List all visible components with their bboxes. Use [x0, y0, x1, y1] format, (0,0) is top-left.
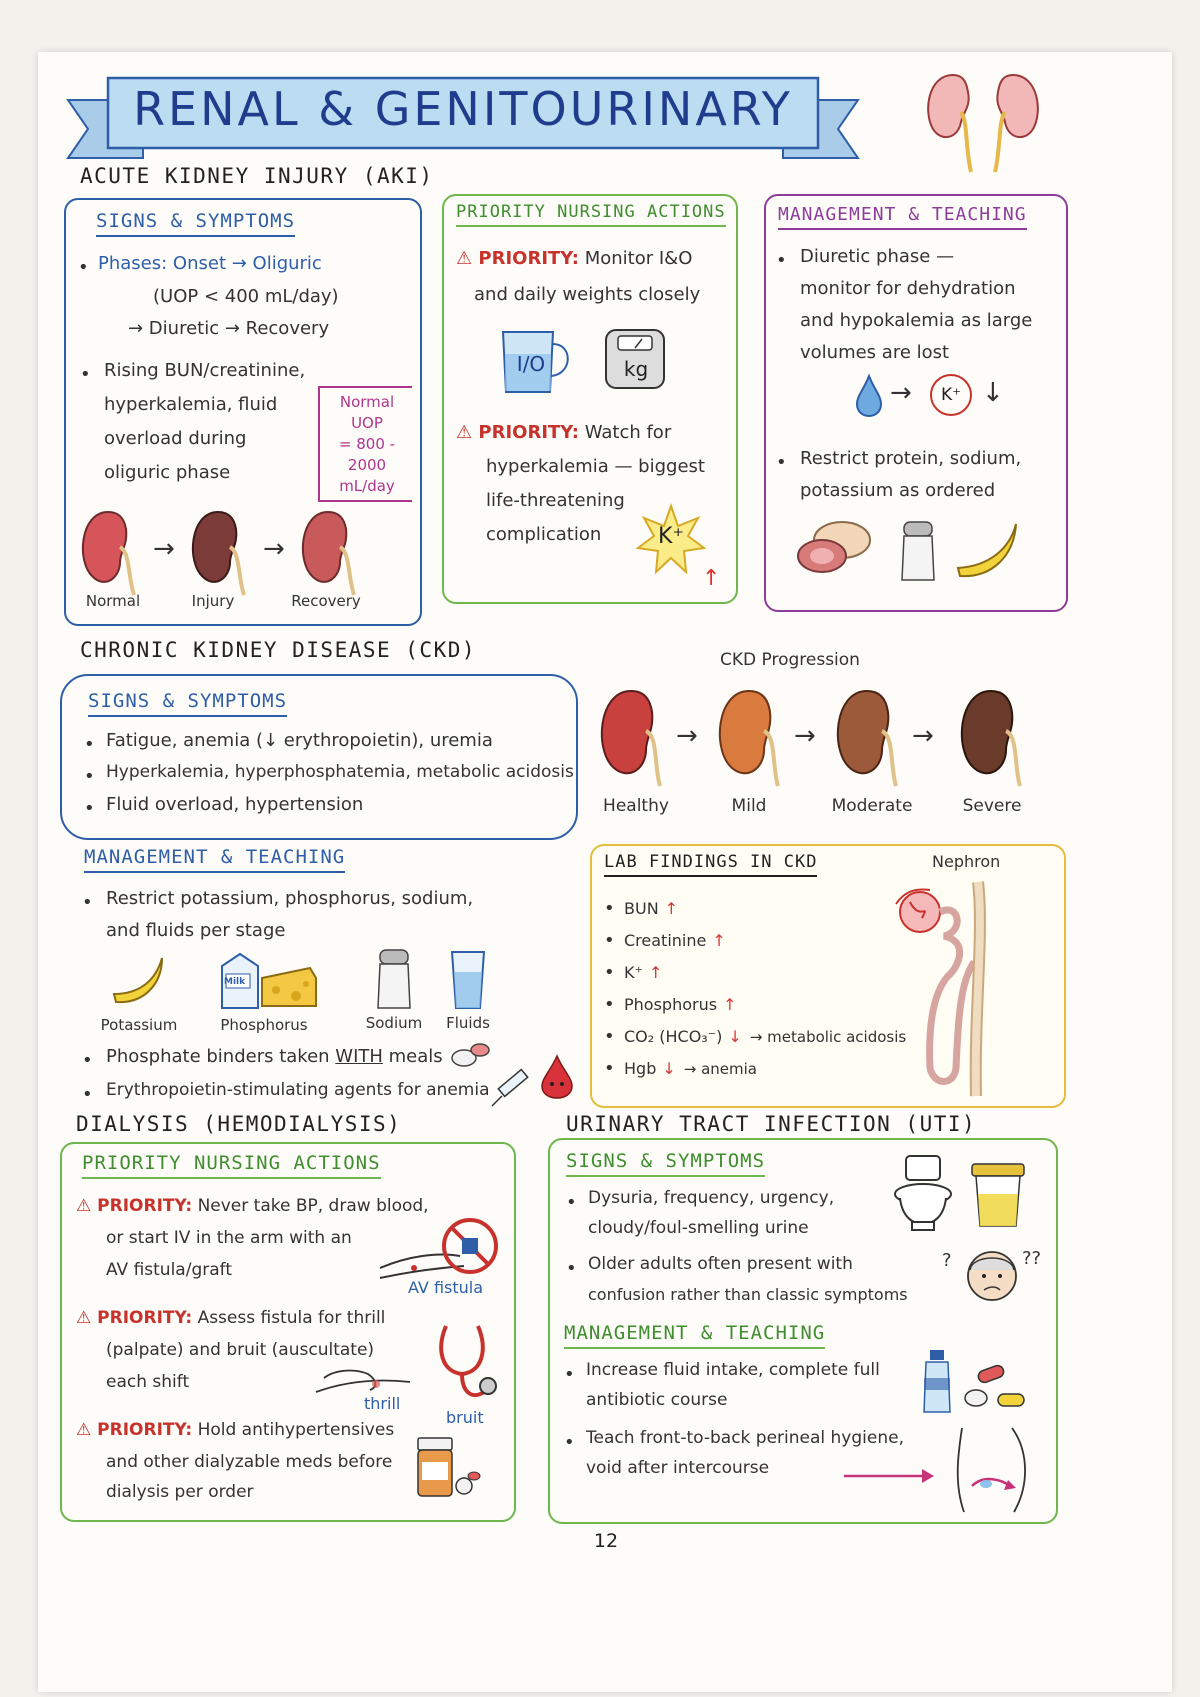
- bullet: •: [78, 257, 89, 278]
- lab-name: K⁺: [624, 963, 643, 982]
- healthy-kidney-icon: [602, 691, 660, 786]
- stage-label-moderate: Moderate: [831, 796, 913, 816]
- lab-item: [624, 990, 736, 1020]
- aki-priority-1-line2: and daily weights closely: [474, 284, 701, 305]
- kidney-label-normal: Normal: [85, 592, 141, 610]
- aki-mgmt-b1-line2: monitor for dehydration: [800, 278, 1016, 299]
- bullet: •: [564, 1364, 575, 1385]
- aki-priority-2-line2: hyperkalemia — biggest: [486, 456, 705, 477]
- normal-uop-line: = 800 -: [338, 435, 396, 453]
- binder-text-end: meals: [382, 1046, 443, 1067]
- ckd-mgmt-b3: Erythropoietin-stimulating agents for anemia: [106, 1080, 490, 1100]
- potassium-symbol: K⁺: [657, 524, 685, 549]
- warning-icon: ⚠: [76, 1196, 98, 1216]
- bruit-label: bruit: [446, 1408, 484, 1427]
- ckd-sign-3: Fluid overload, hypertension: [106, 794, 364, 815]
- dialysis-header: PRIORITY NURSING ACTIONS: [82, 1152, 381, 1179]
- priority-label: PRIORITY:: [478, 422, 579, 443]
- milk-label: Milk: [224, 977, 246, 987]
- lab-name: BUN: [624, 899, 659, 918]
- toilet-icon: [892, 1154, 954, 1232]
- svg-text:→: →: [794, 721, 816, 751]
- ckd-sign-2: Hyperkalemia, hyperphosphatemia, metabolic acidosis: [106, 762, 574, 782]
- svg-text:→: →: [153, 534, 175, 564]
- nephron-label: Nephron: [932, 852, 1001, 871]
- recovery-kidney-icon: [303, 512, 354, 595]
- priority-text: Hold antihypertensives: [197, 1420, 395, 1440]
- bullet: •: [80, 364, 91, 385]
- normal-uop-line: mL/day: [339, 477, 395, 495]
- ckd-management-header: MANAGEMENT & TEACHING: [84, 846, 345, 873]
- salt-shaker-icon: [898, 518, 938, 584]
- salt-shaker-icon: [374, 948, 414, 1012]
- lab-item: [624, 1054, 757, 1084]
- normal-kidney-icon: [83, 512, 134, 595]
- nephron-icon: [874, 872, 1024, 1096]
- arrow-right-icon: →: [890, 378, 912, 408]
- aki-management-header: MANAGEMENT & TEACHING: [778, 204, 1027, 230]
- confused-elder-icon: [942, 1240, 1042, 1312]
- priority-text: Assess fistula for thrill: [197, 1308, 386, 1328]
- dialysis-p3-line2: and other dialyzable meds before: [106, 1452, 393, 1472]
- normal-uop-line: UOP: [351, 414, 383, 432]
- uti-management-header: MANAGEMENT & TEACHING: [564, 1322, 825, 1349]
- injured-kidney-icon: [193, 512, 244, 595]
- ckd-sign-1: Fatigue, anemia (↓ erythropoietin), uremia: [106, 730, 493, 751]
- dialysis-section-title: DIALYSIS (HEMODIALYSIS): [76, 1112, 402, 1136]
- lab-item: [624, 1022, 906, 1052]
- priority-text: Monitor I&O: [584, 248, 693, 269]
- bullet: •: [604, 994, 615, 1015]
- dialysis-priority-1: [76, 1190, 429, 1223]
- lab-consequence: → anemia: [683, 1060, 757, 1078]
- cheese-icon: [260, 964, 318, 1008]
- uti-signs-b2-line2: confusion rather than classic symptoms: [588, 1285, 908, 1304]
- bullet: •: [776, 250, 787, 271]
- bullet: •: [84, 766, 95, 787]
- warning-icon: ⚠: [456, 248, 479, 269]
- stethoscope-icon: [432, 1322, 502, 1406]
- bullet: •: [566, 1192, 577, 1213]
- aki-mgmt-b1-line1: Diuretic phase —: [800, 246, 955, 267]
- urine-cup-icon: [970, 1162, 1026, 1228]
- perineal-hygiene-icon: [942, 1424, 1038, 1514]
- no-bp-arm-icon: [378, 1216, 502, 1284]
- ckd-mgmt-b2: [106, 1040, 443, 1073]
- kidneys-icon: [923, 67, 1043, 177]
- dialysis-p1-line2: or start IV in the arm with an: [106, 1228, 352, 1248]
- uti-signs-b1-line2: cloudy/foul-smelling urine: [588, 1218, 809, 1238]
- ckd-signs-header: SIGNS & SYMPTOMS: [88, 690, 287, 717]
- stage-label-severe: Severe: [962, 796, 1022, 816]
- uti-mgmt-b1-line1: Increase fluid intake, complete full: [586, 1360, 880, 1380]
- aki-phases-line2: (UOP < 400 mL/day): [153, 286, 339, 307]
- banana-icon: [952, 518, 1022, 582]
- cup-label: I/O: [516, 352, 546, 376]
- aki-rising-line3: overload during: [104, 428, 247, 449]
- priority-label: PRIORITY:: [97, 1420, 193, 1440]
- svg-text:?: ?: [942, 1250, 952, 1271]
- ckd-progression-kidneys: [596, 686, 1036, 790]
- uti-signs-b1-line1: Dysuria, frequency, urgency,: [588, 1188, 835, 1208]
- water-bottle-icon: [920, 1348, 954, 1414]
- priority-label: PRIORITY:: [97, 1196, 193, 1216]
- kidney-label-recovery: Recovery: [291, 592, 361, 610]
- normal-uop-line: 2000: [347, 456, 387, 474]
- lab-findings-header: LAB FINDINGS IN CKD: [604, 852, 817, 877]
- uti-mgmt-b2-line2: void after intercourse: [586, 1458, 770, 1478]
- aki-section-title: ACUTE KIDNEY INJURY (AKI): [80, 164, 434, 188]
- svg-text:→: →: [912, 721, 934, 751]
- priority-label: PRIORITY:: [478, 248, 579, 269]
- bullet: •: [604, 1058, 615, 1079]
- priority-label: PRIORITY:: [97, 1308, 193, 1328]
- svg-text:??: ??: [1022, 1248, 1042, 1269]
- page-title: RENAL & GENITOURINARY: [133, 82, 793, 136]
- down-arrow-icon: ↓: [728, 1027, 742, 1046]
- uti-signs-b2-line1: Older adults often present with: [588, 1254, 853, 1274]
- aki-priority-1: [456, 242, 692, 275]
- aki-mgmt-b2-line2: potassium as ordered: [800, 480, 996, 501]
- bullet: •: [776, 452, 787, 473]
- warning-icon: ⚠: [76, 1308, 98, 1328]
- lab-consequence: → metabolic acidosis: [749, 1028, 907, 1046]
- binder-emphasis: WITH: [335, 1046, 383, 1067]
- bullet: •: [82, 1084, 93, 1105]
- bullet: •: [566, 1258, 577, 1279]
- bullet: •: [604, 962, 615, 983]
- bullet: •: [84, 798, 95, 819]
- bullet: •: [84, 734, 95, 755]
- bullet: •: [604, 898, 615, 919]
- aki-rising-line1: Rising BUN/creatinine,: [104, 360, 306, 381]
- food-label-sodium: Sodium: [365, 1014, 423, 1032]
- dialysis-p2-line2: (palpate) and bruit (auscultate): [106, 1340, 375, 1360]
- lab-name: Phosphorus: [624, 995, 718, 1014]
- lab-name: CO₂ (HCO₃⁻): [624, 1027, 723, 1046]
- dialysis-priority-2: [76, 1302, 385, 1335]
- normal-uop-text: [322, 392, 412, 497]
- blood-drop-icon: [538, 1054, 576, 1100]
- bullet: •: [82, 1050, 93, 1071]
- stage-label-healthy: Healthy: [603, 796, 669, 816]
- uti-mgmt-b1-line2: antibiotic course: [586, 1390, 728, 1410]
- dialysis-priority-3: [76, 1414, 394, 1447]
- ckd-progression-title: CKD Progression: [720, 650, 860, 670]
- warning-icon: ⚠: [456, 422, 479, 443]
- binder-text: Phosphate binders taken: [106, 1046, 336, 1067]
- uti-signs-header: SIGNS & SYMPTOMS: [566, 1150, 765, 1177]
- mild-kidney-icon: [720, 691, 778, 786]
- aki-phases-line3: → Diuretic → Recovery: [128, 318, 330, 339]
- aki-mgmt-b1-line3: and hypokalemia as large: [800, 310, 1033, 331]
- pill-bottle-icon: [414, 1436, 482, 1500]
- up-arrow-icon: ↑: [702, 566, 721, 591]
- kidney-label-injury: Injury: [191, 592, 235, 610]
- priority-text: Watch for: [584, 422, 672, 443]
- water-drop-icon: [854, 374, 884, 418]
- svg-text:→: →: [676, 721, 698, 751]
- scale-label: kg: [623, 357, 649, 381]
- up-arrow-icon: ↑: [712, 931, 726, 950]
- front-to-back-arrow-icon: [842, 1466, 934, 1486]
- uti-mgmt-b2-line1: Teach front-to-back perineal hygiene,: [586, 1428, 904, 1448]
- up-arrow-icon: ↑: [648, 963, 663, 982]
- food-label-potassium: Potassium: [100, 1016, 178, 1034]
- lab-item: [624, 958, 662, 988]
- priority-text: Never take BP, draw blood,: [197, 1196, 429, 1216]
- ckd-section-title: CHRONIC KIDNEY DISEASE (CKD): [80, 638, 477, 662]
- bullet: •: [564, 1432, 575, 1453]
- dialysis-p2-line3: each shift: [106, 1372, 190, 1392]
- down-arrow-icon: ↓: [982, 378, 1004, 408]
- severe-kidney-icon: [962, 691, 1020, 786]
- aki-mgmt-b2-line1: Restrict protein, sodium,: [800, 448, 1022, 469]
- bullet: •: [82, 892, 93, 913]
- page: [38, 52, 1172, 1692]
- syringe-icon: [488, 1062, 538, 1112]
- aki-phases-line1: Phases: Onset → Oliguric: [98, 253, 322, 274]
- down-arrow-icon: ↓: [662, 1059, 676, 1078]
- av-fistula-label: AV fistula: [408, 1278, 484, 1297]
- antibiotic-pills-icon: [962, 1366, 1028, 1412]
- aki-rising-line4: oliguric phase: [104, 462, 231, 483]
- bullet: •: [604, 930, 615, 951]
- ckd-mgmt-b1-line2: and fluids per stage: [106, 920, 286, 941]
- k-circle: K⁺: [930, 374, 972, 416]
- warning-icon: ⚠: [76, 1420, 98, 1440]
- lab-name: Hgb: [624, 1059, 657, 1078]
- aki-priority-2-line4: complication: [486, 524, 602, 545]
- lab-item: [624, 926, 726, 956]
- stage-label-mild: Mild: [731, 796, 767, 816]
- aki-signs-header: SIGNS & SYMPTOMS: [96, 210, 295, 237]
- up-arrow-icon: ↑: [664, 899, 679, 918]
- water-glass-icon: [448, 948, 488, 1012]
- svg-text:→: →: [263, 534, 285, 564]
- food-label-fluids: Fluids: [446, 1014, 490, 1032]
- moderate-kidney-icon: [838, 691, 896, 786]
- aki-rising-line2: hyperkalemia, fluid: [104, 394, 278, 415]
- lab-item: [624, 894, 678, 924]
- thrill-label: thrill: [364, 1394, 401, 1413]
- ckd-mgmt-b1-line1: Restrict potassium, phosphorus, sodium,: [106, 888, 474, 909]
- aki-priority-2-line3: life-threatening: [486, 490, 625, 511]
- bullet: •: [604, 1026, 615, 1047]
- lab-name: Creatinine: [624, 931, 707, 950]
- normal-uop-line: Normal: [339, 393, 395, 411]
- dialysis-p1-line3: AV fistula/graft: [106, 1260, 232, 1280]
- food-label-phosphorus: Phosphorus: [220, 1016, 308, 1034]
- aki-mgmt-b1-line4: volumes are lost: [800, 342, 950, 363]
- dialysis-p3-line3: dialysis per order: [106, 1482, 254, 1502]
- banana-icon: [110, 954, 166, 1006]
- aki-kidney-progression: [78, 507, 408, 597]
- aki-priority-header: PRIORITY NURSING ACTIONS: [456, 202, 726, 227]
- meat-icon: [794, 518, 874, 578]
- up-arrow-icon: ↑: [723, 995, 737, 1014]
- page-number: 12: [593, 1530, 619, 1552]
- aki-priority-2: [456, 416, 671, 449]
- uti-section-title: URINARY TRACT INFECTION (UTI): [566, 1112, 977, 1136]
- pill-icon: [450, 1040, 490, 1070]
